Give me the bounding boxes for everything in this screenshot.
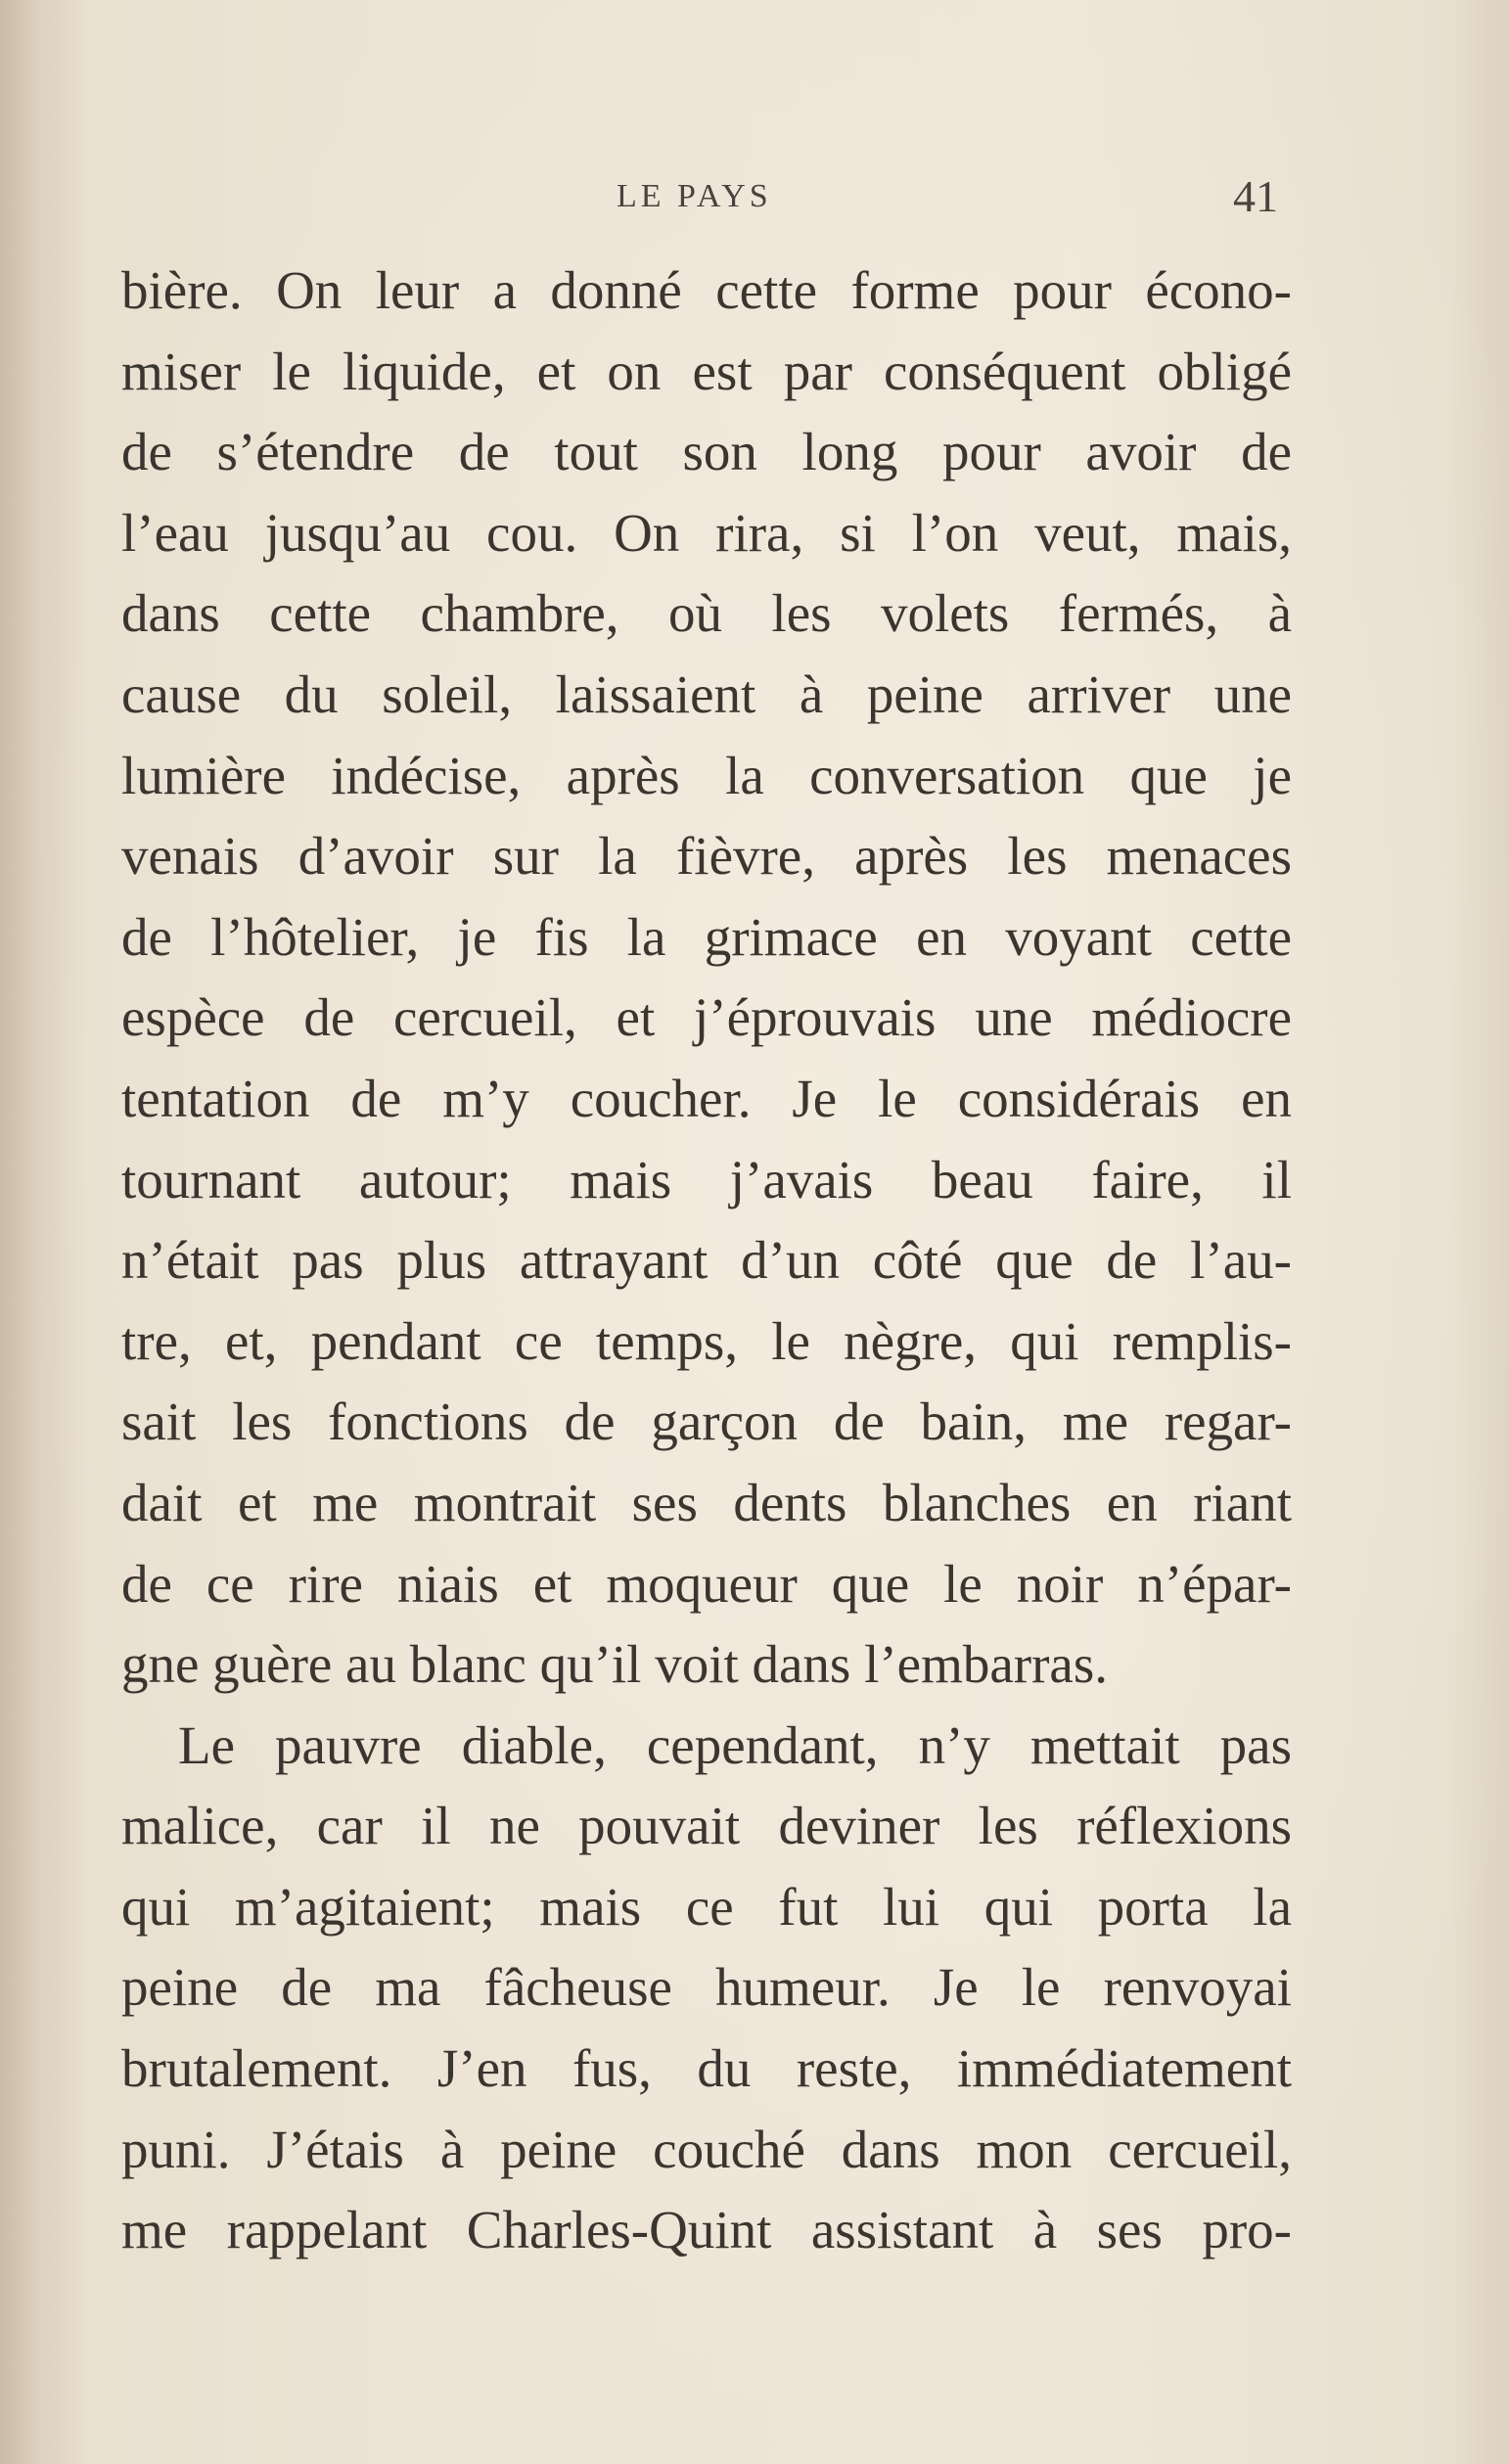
text-line: miser le liquide, et on est par conséquent obligé <box>121 341 1292 401</box>
text-line: venais d’avoir sur la fièvre, après les menaces <box>121 826 1292 887</box>
text-line: dait et me montrait ses dents blanches en riant <box>121 1472 1292 1532</box>
text-line: qui m’agitaient; mais ce fut lui qui porta la <box>121 1876 1292 1937</box>
text-line: de ce rire niais et moqueur que le noir n’épar- <box>121 1553 1292 1614</box>
running-head: LE PAYS <box>617 178 772 214</box>
text-line: de s’étendre de tout son long pour avoir de <box>121 422 1292 482</box>
text-line: tre, et, pendant ce temps, le nègre, qui remplis- <box>121 1310 1292 1371</box>
text-line: gne guère au blanc qu’il voit dans l’embarras. <box>121 1634 1108 1695</box>
text-line: peine de ma fâcheuse humeur. Je le renvoyai <box>121 1957 1292 2018</box>
page-number: 41 <box>1233 171 1278 221</box>
text-line: l’eau jusqu’au cou. On rira, si l’on veut, mais, <box>121 502 1292 563</box>
text-line: n’était pas plus attrayant d’un côté que de l’au- <box>121 1230 1292 1291</box>
text-line: sait les fonctions de garçon de bain, me regar- <box>121 1392 1292 1452</box>
body-text <box>121 251 1292 2271</box>
text-line: Le pauvre diable, cependant, n’y mettait pas <box>178 1714 1292 1775</box>
text-line: malice, car il ne pouvait deviner les réflexions <box>121 1796 1292 1856</box>
text-line: de l’hôtelier, je fis la grimace en voyant cette <box>121 906 1292 967</box>
text-line: espèce de cercueil, et j’éprouvais une médiocre <box>121 987 1292 1048</box>
text-line: brutalement. J’en fus, du reste, immédiatement <box>121 2038 1292 2099</box>
text-line: tentation de m’y coucher. Je le considérais en <box>121 1068 1292 1128</box>
text-line: tournant autour; mais j’avais beau faire, il <box>121 1149 1292 1209</box>
text-line: cause du soleil, laissaient à peine arriver une <box>121 663 1292 724</box>
text-line: lumière indécise, après la conversation que je <box>121 745 1292 805</box>
text-line: dans cette chambre, où les volets fermés, à <box>121 583 1292 644</box>
text-line: puni. J’étais à peine couché dans mon cercueil, <box>121 2119 1292 2179</box>
text-line: me rappelant Charles-Quint assistant à ses pro- <box>121 2200 1292 2260</box>
text-line: bière. On leur a donné cette forme pour écono- <box>121 260 1292 320</box>
